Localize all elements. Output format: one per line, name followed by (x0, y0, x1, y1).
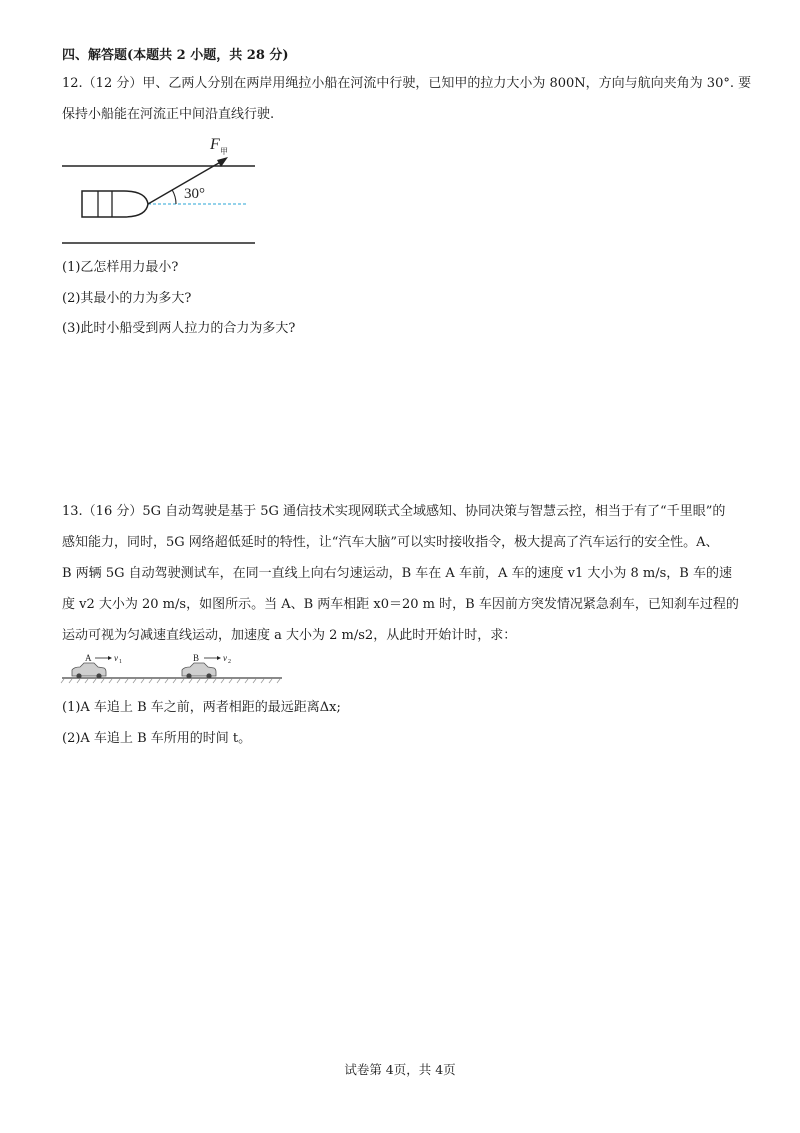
car-a (72, 663, 106, 679)
car-b (182, 663, 216, 679)
boat-force-diagram (60, 132, 265, 250)
v2-subscript: 2 (228, 659, 231, 665)
page-footer: 试卷第 4页，共 4页 (344, 1062, 456, 1077)
car-a-label: A (85, 653, 92, 663)
angle-arc (172, 190, 176, 204)
q12-sub-2: (2)其最小的力为多大? (62, 291, 192, 306)
q12-sub-1: (1)乙怎样用力最小? (62, 260, 179, 275)
q12-line-2: 保持小船能在河流正中间沿直线行驶. (62, 107, 275, 122)
section-title: 四、解答题(本题共 2 小题，共 28 分) (62, 48, 289, 63)
q13-line-3: B 两辆 5G 自动驾驶测试车，在同一直线上向右匀速运动，B 车在 A 车前，A 车的速度 v1 大小为 8 m/s，B 车的速 (62, 566, 732, 581)
q12-sub-3: (3)此时小船受到两人拉力的合力为多大? (62, 321, 296, 336)
q13-line-5: 运动可视为匀减速直线运动，加速度 a 大小为 2 m/s2，从此时开始计时，求： (62, 628, 517, 643)
q12-line-1: 12.（12 分）甲、乙两人分别在两岸用绳拉小船在河流中行驶，已知甲的拉力大小为 800N，方向与航向夹角为 30°. 要 (62, 76, 752, 91)
v2-label: v (223, 653, 227, 663)
q13-line-1: 13.（16 分）5G 自动驾驶是基于 5G 通信技术实现网联式全域感知、协同决策与智慧云控，相当于有了“千里眼”的 (62, 504, 726, 519)
q13-line-4: 度 v2 大小为 20 m/s，如图所示。当 A、B 两车相距 x0＝20 m 时，B 车因前方突发情况紧急刹车，已知刹车过程的 (62, 597, 739, 612)
force-subscript: 甲 (220, 147, 228, 156)
force-label: F (210, 136, 220, 153)
car-b-label: B (193, 653, 200, 663)
q13-sub-2: (2)A 车追上 B 车所用的时间 t。 (62, 731, 252, 746)
angle-label: 30° (184, 186, 205, 202)
q13-sub-1: (1)A 车追上 B 车之前，两者相距的最远距离Δx; (62, 700, 341, 715)
v1-subscript: 1 (119, 659, 122, 665)
boat (82, 191, 148, 217)
q13-line-2: 感知能力，同时，5G 网络超低延时的特性，让“汽车大脑”可以实时接收指令，极大提高了汽车运行的安全性。A、 (62, 535, 719, 550)
v1-label: v (114, 653, 118, 663)
two-cars-diagram (60, 652, 285, 686)
